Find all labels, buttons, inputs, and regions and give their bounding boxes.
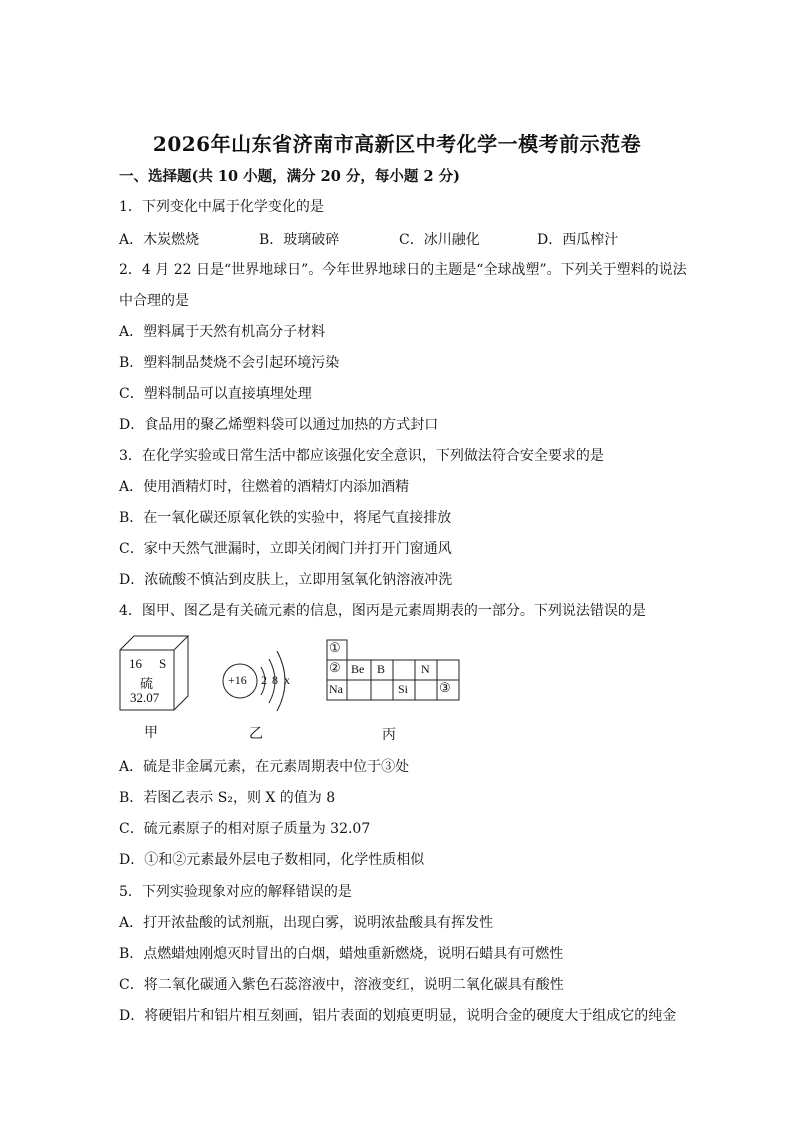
question-3-stem: 3．在化学实验或日常生活中都应该强化安全意识，下列做法符合安全要求的是 [119, 448, 604, 464]
question-1-option-d: D．西瓜榨汁 [537, 232, 619, 248]
question-5-option-b: B．点燃蜡烛刚熄灭时冒出的白烟，蜡烛重新燃烧，说明石蜡具有可燃性 [119, 946, 564, 962]
table-cell-si: Si [398, 682, 409, 696]
question-3-option-b: B．在一氧化碳还原氧化铁的实验中，将尾气直接排放 [119, 510, 452, 526]
nucleus-charge: +16 [228, 673, 247, 687]
question-4-option-b: B．若图乙表示 S₂，则 X 的值为 8 [119, 790, 336, 806]
shell-3-electrons: x [284, 673, 290, 687]
shell-2-electrons: 8 [272, 673, 278, 687]
question-2-option-d: D．食品用的聚乙烯塑料袋可以通过加热的方式封口 [119, 417, 439, 433]
question-2-option-a: A．塑料属于天然有机高分子材料 [119, 324, 326, 340]
question-4-figure [119, 634, 479, 744]
question-5-stem: 5．下列实验现象对应的解释错误的是 [119, 884, 352, 900]
question-4-stem: 4．图甲、图乙是有关硫元素的信息，图丙是元素周期表的一部分。下列说法错误的是 [119, 603, 646, 619]
page-title: 2026年山东省济南市高新区中考化学一模考前示范卷 [152, 132, 642, 156]
question-3-option-c: C．家中天然气泄漏时，立即关闭阀门并打开门窗通风 [119, 541, 452, 557]
table-cell-n: N [421, 662, 430, 676]
element-number: 16 [129, 656, 142, 671]
table-cell-2: ② [329, 661, 341, 676]
question-5-option-c: C．将二氧化碳通入紫色石蕊溶液中，溶液变红，说明二氧化碳具有酸性 [119, 977, 564, 993]
question-1-options [119, 229, 679, 247]
element-symbol: S [159, 656, 167, 671]
question-1-stem: 1．下列变化中属于化学变化的是 [119, 199, 324, 215]
question-1-option-b: B．玻璃破碎 [259, 232, 340, 248]
question-5-option-d: D．将硬铝片和铝片相互刻画，铝片表面的划痕更明显，说明合金的硬度大于组成它的纯金 [119, 1008, 677, 1024]
question-2-stem-line2: 中合理的是 [119, 293, 189, 309]
question-1-option-a: A．木炭燃烧 [119, 232, 200, 248]
question-4-option-a: A．硫是非金属元素，在元素周期表中位于③处 [119, 759, 410, 775]
question-4-option-c: C．硫元素原子的相对原子质量为 32.07 [119, 821, 371, 837]
question-5-option-a: A．打开浓盐酸的试剂瓶，出现白雾，说明浓盐酸具有挥发性 [119, 915, 494, 931]
table-cell-be: Be [351, 662, 365, 676]
table-cell-na: Na [329, 682, 343, 696]
section-heading: 一、选择题(共 10 小题，满分 20 分，每小题 2 分) [119, 168, 460, 185]
caption-bing: 丙 [382, 727, 396, 743]
question-4-option-d: D．①和②元素最外层电子数相同，化学性质相似 [119, 852, 425, 868]
shell-1-electrons: 2 [261, 673, 267, 687]
caption-yi: 乙 [249, 726, 263, 742]
element-name: 硫 [140, 677, 154, 692]
table-cell-b: B [377, 662, 386, 676]
question-1-option-c: C．冰川融化 [399, 232, 480, 248]
question-2-option-c: C．塑料制品可以直接填埋处理 [119, 386, 312, 402]
table-cell-1: ① [329, 641, 341, 656]
table-cell-3: ③ [439, 681, 451, 696]
question-3-option-d: D．浓硫酸不慎沾到皮肤上，立即用氢氧化钠溶液冲洗 [119, 572, 453, 588]
figure-svg [119, 634, 479, 744]
question-3-option-a: A．使用酒精灯时，往燃着的酒精灯内添加酒精 [119, 479, 410, 495]
caption-jia: 甲 [144, 725, 158, 741]
element-mass: 32.07 [130, 690, 160, 705]
question-2-stem-line1: 2．4 月 22 日是“世界地球日”。今年世界地球日的主题是“全球战塑”。下列关于塑料的说法 [119, 262, 687, 278]
question-2-option-b: B．塑料制品焚烧不会引起环境污染 [119, 355, 340, 371]
